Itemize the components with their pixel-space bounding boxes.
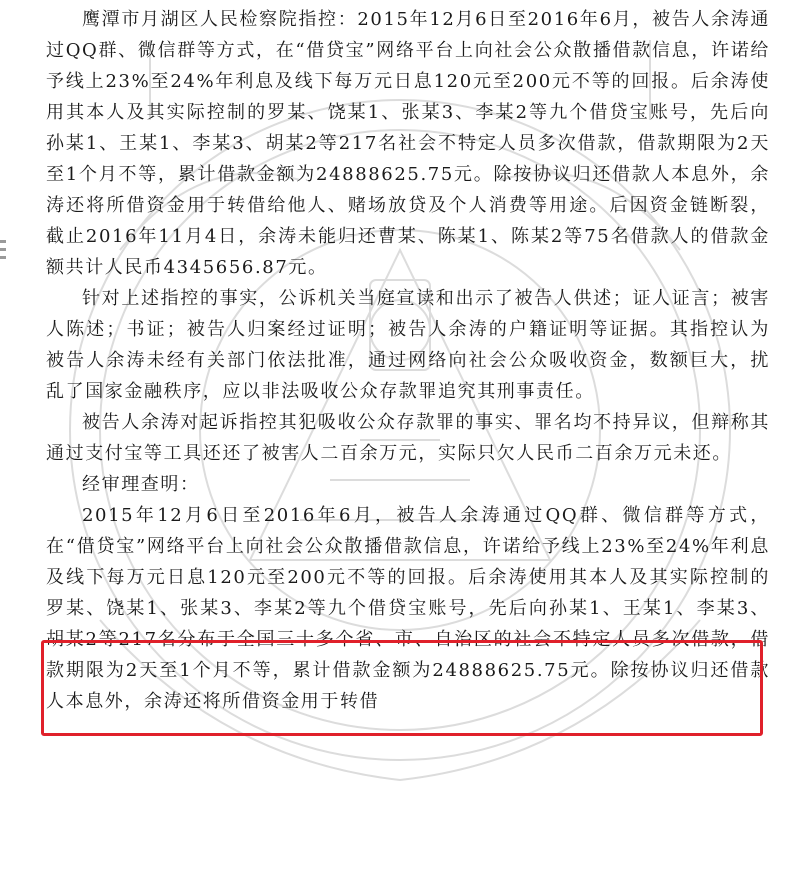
margin-mark	[0, 248, 6, 251]
paragraph-indictment: 鹰潭市月湖区人民检察院指控：2015年12月6日至2016年6月，被告人余涛通过QQ群、微信群等方式，在“借贷宝”网络平台上向社会公众散播借款信息，许诺给予线上23%至24%年利息及线下每万元日息120元至200元不等的回报。后余涛使用其本人及其实际控制的罗某、饶某1、张某3、李某2等九个借贷宝账号，先后向孙某1、王某1、李某3、胡某2等217名社会不特定人员多次借款，借款期限为2天至1个月不等，累计借款金额为24888625.75元。除按协议归还借款人本息外，余涛还将所借资金用于转借给他人、赌场放贷及个人消费等用途。后因资金链断裂，截止2016年11月4日，余涛未能归还曹某、陈某1、陈某2等75名借款人的借款金额共计人民币4345656.87元。	[46, 9, 770, 278]
paragraph-findings-heading: 经审理查明：	[82, 474, 200, 495]
paragraph-findings: 2015年12月6日至2016年6月，被告人余涛通过QQ群、微信群等方式，在“借贷宝”网络平台上向社会公众散播借款信息，许诺给予线上23%至24%年利息及线下每万元日息120元至200元不等的回报。后余涛使用其本人及其实际控制的罗某、饶某1、张某3、李某2等九个借贷宝账号，先后向孙某1、王某1、李某3、胡某2等217名分布于全国三十多个省、市、自治区的社会不特定人员多次借款，借款期限为2天至1个月不等，累计借款金额为24888625.75元。除按协议归还借款人本息外，余涛还将所借资金用于转借	[46, 505, 770, 712]
paragraph-defense: 被告人余涛对起诉指控其犯吸收公众存款罪的事实、罪名均不持异议，但辩称其通过支付宝等工具还还了被害人二百余万元，实际只欠人民币二百余万元未还。	[46, 412, 770, 464]
margin-marks	[0, 240, 8, 280]
document-body	[46, 0, 770, 717]
margin-mark	[0, 256, 6, 259]
margin-mark	[0, 240, 6, 243]
paragraph-evidence: 针对上述指控的事实，公诉机关当庭宣读和出示了被告人供述；证人证言；被害人陈述；书证；被告人归案经过证明；被告人余涛的户籍证明等证据。其指控认为被告人余涛未经有关部门依法批准，通过网络向社会公众吸收资金，数额巨大，扰乱了国家金融秩序，应以非法吸收公众存款罪追究其刑事责任。	[46, 288, 770, 402]
